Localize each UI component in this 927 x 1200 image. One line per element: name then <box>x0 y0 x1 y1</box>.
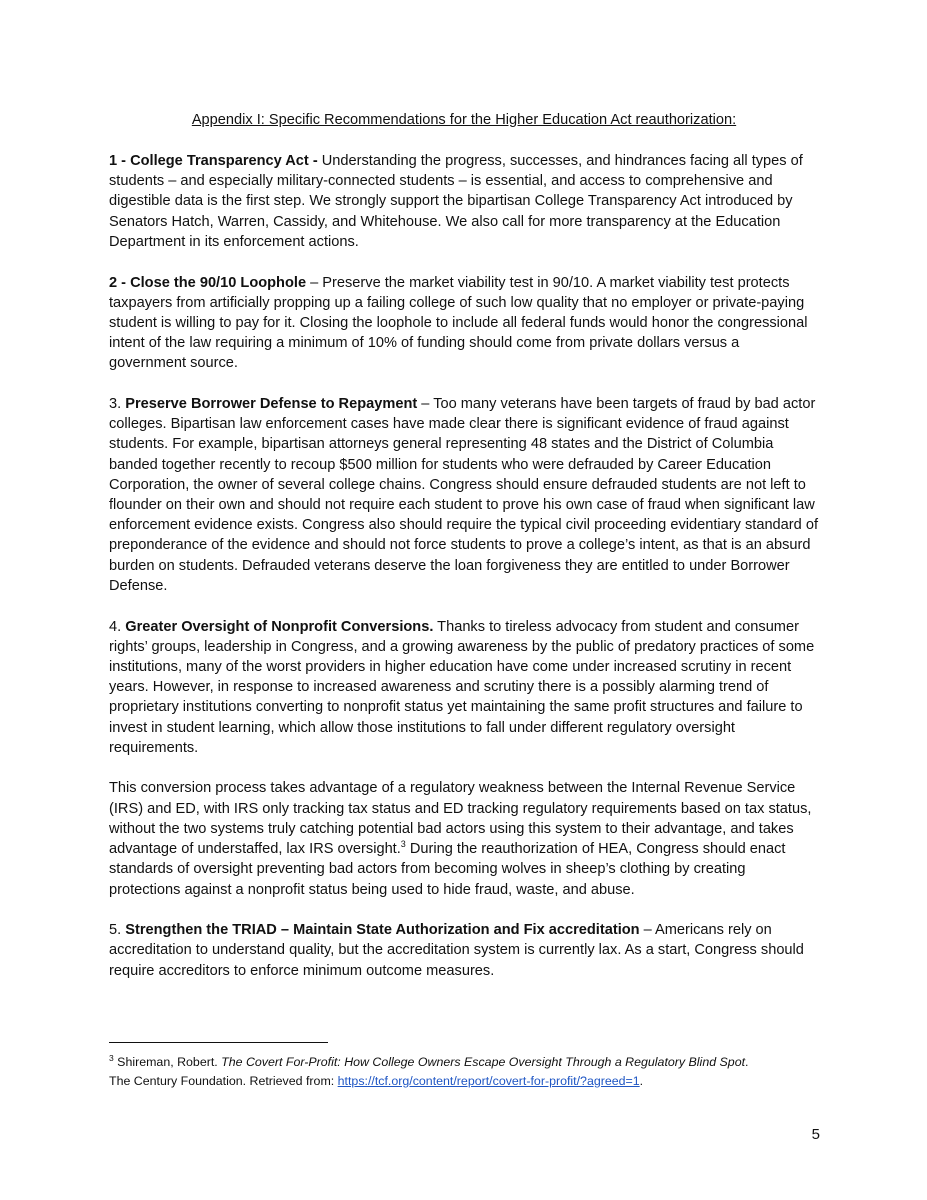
recommendation-4-title: Greater Oversight of Nonprofit Conversions. <box>125 618 434 635</box>
recommendation-3-title: Preserve Borrower Defense to Repayment <box>125 396 418 413</box>
footnote-reference[interactable]: 3 <box>400 839 406 850</box>
recommendation-1 <box>109 151 819 252</box>
footnote-end: . <box>639 1074 644 1088</box>
appendix-heading: Appendix I: Specific Recommendations for the Higher Education Act reauthorization: <box>191 112 737 128</box>
recommendation-5-title: Strengthen the TRIAD – Maintain State Authorization and Fix accreditation <box>125 922 640 939</box>
footnote-link[interactable]: https://tcf.org/content/report/covert-for-profit/?agreed=1 <box>337 1074 640 1088</box>
recommendation-4-continued-body-after: During the reauthorization of HEA, Congress should enact standards of oversight preventing bad actors from becoming wolves in sheep’s clothing by creating protections against a nonprofit status being used to hide fraud, waste, and abuse. <box>109 841 786 898</box>
recommendation-3 <box>109 394 819 596</box>
footnote-separator <box>109 1042 328 1043</box>
recommendation-4 <box>109 617 819 758</box>
recommendation-1-title: 1 - College Transparency Act - <box>109 153 318 169</box>
document-body <box>109 110 819 981</box>
footnote-title: The Covert For-Profit: How College Owners Escape Oversight Through a Regulatory Blind Spot <box>221 1055 746 1069</box>
recommendation-3-body: – Too many veterans have been targets of fraud by bad actor colleges. Bipartisan law enforcement cases have made clear there is significant evidence of fraud against students. For example, bipartisan attorneys general representing 48 states and the District of Columbia banded together recently to recoup $500 million for students who were defrauded by Career Education Corporation, the owner of several college chains. Congress should ensure defrauded students are not left to flounder on their own and should not require each student to prove his own case of fraud when significant law enforcement evidence exists. Congress also should require the typical civil proceeding evidentiary standard of preponderance of the evidence and should not force students to prove a college’s intent, as that is an absurd burden on students. Defrauded veterans deserve the loan forgiveness they are entitled to under Borrower Defense. <box>109 396 818 594</box>
recommendation-3-prefix: 3. <box>109 396 126 413</box>
recommendation-5-body: – Americans rely on accreditation to understand quality, but the accreditation system is currently lax. As a start, Congress should require accreditors to enforce minimum outcome measures. <box>109 922 804 979</box>
recommendation-1-body: Understanding the progress, successes, and hindrances facing all types of students – and especially military-connected students – is essential, and access to comprehensive and digestible data is the first step. We strongly support the bipartisan College Transparency Act introduced by Senators Hatch, Warren, Cassidy, and Whitehouse. We also call for more transparency at the Education Department in its enforcement actions. <box>109 153 803 250</box>
footnote-author: Shireman, Robert. <box>113 1055 222 1069</box>
recommendation-5 <box>109 920 819 981</box>
recommendation-4-prefix: 4. <box>109 618 126 635</box>
footnote <box>109 1053 829 1091</box>
footnote-title-end: . <box>745 1055 749 1069</box>
recommendation-4-continued-body-before: This conversion process takes advantage of a regulatory weakness between the Internal Revenue Service (IRS) and ED, with IRS only tracking tax status and ED tracking regulatory requirements based on tax status, without the two systems truly catching potential bad actors using this system to their advantage, and takes advantage of understaffed, lax IRS oversight. <box>109 780 812 858</box>
footnote-publisher: The Century Foundation. Retrieved from: <box>109 1074 338 1088</box>
page-number: 5 <box>811 1126 820 1143</box>
recommendation-4-continued <box>109 778 819 899</box>
recommendation-5-prefix: 5. <box>109 922 126 939</box>
recommendation-2-title: 2 - Close the 90/10 Loophole <box>109 274 307 291</box>
recommendation-2 <box>109 273 819 374</box>
recommendation-2-body: – Preserve the market viability test in 90/10. A market viability test protects taxpayers from artificially propping up a failing college of such low quality that no employer or private-paying student is willing to pay for it. Closing the loophole to include all federal funds would honor the congressional intent of the law requiring a minimum of 10% of funding should come from private dollars versus a government source. <box>109 274 808 372</box>
recommendation-4-body: Thanks to tireless advocacy from student and consumer rights’ groups, leadership in Congress, and a growing awareness by the public of predatory practices of some institutions, many of the worst providers in higher education have come under increased scrutiny in recent years. However, in response to increased awareness and scrutiny there is a possibly alarming trend of proprietary institutions converting to nonprofit status yet maintaining the same profit structures and failure to invest in student learning, which allow those institutions to fall under different regulatory oversight requirements. <box>109 618 815 756</box>
footnote-number: 3 <box>109 1052 114 1063</box>
